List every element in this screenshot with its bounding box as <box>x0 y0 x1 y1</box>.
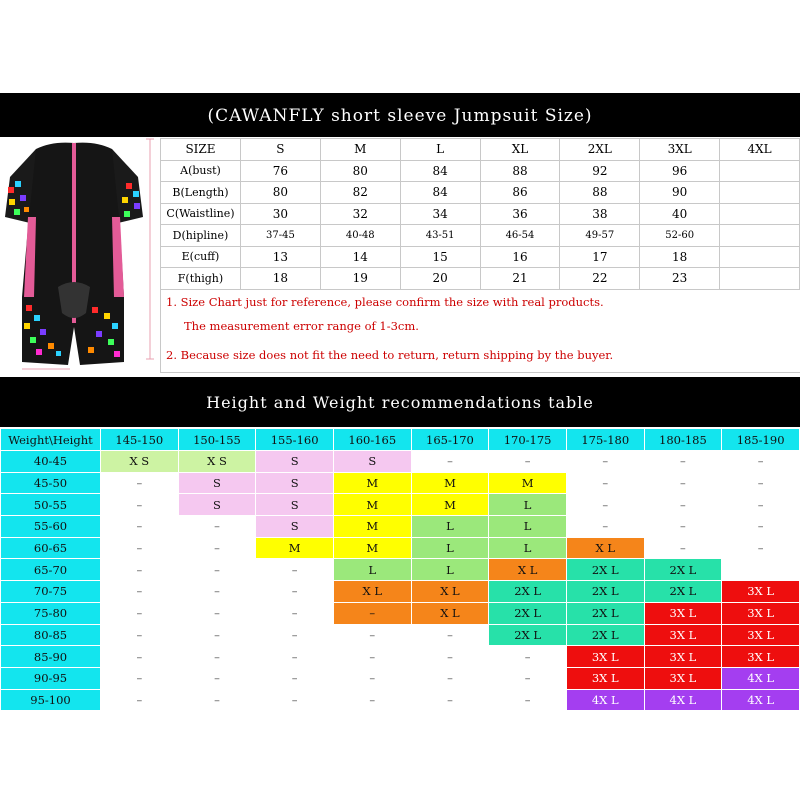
size-recommendation-cell: L <box>489 516 567 538</box>
size-note: 2. Because size does not fit the need to return, return shipping by the buyer. <box>161 338 800 373</box>
size-recommendation-cell: – <box>101 667 179 689</box>
weight-row <box>1 516 800 538</box>
size-recommendation-cell: – <box>644 494 722 516</box>
size-recommendation-cell: – <box>256 559 334 581</box>
size-recommendation-cell: 3X L <box>722 646 800 668</box>
measurement-value: 22 <box>560 268 640 290</box>
size-chart-title: (CAWANFLY short sleeve Jumpsuit Size) <box>0 93 800 137</box>
size-recommendation-cell: 2X L <box>566 581 644 603</box>
measurement-label: F(thigh) <box>161 268 241 290</box>
measurement-value: 34 <box>400 203 480 225</box>
measurement-value: 30 <box>240 203 320 225</box>
height-range-header: 165-170 <box>411 429 489 451</box>
measurement-value: 90 <box>640 182 720 204</box>
measurement-value: 76 <box>240 160 320 182</box>
size-recommendation-cell: M <box>333 537 411 559</box>
weight-range-label: 45-50 <box>1 472 101 494</box>
size-recommendation-cell: – <box>178 602 256 624</box>
size-recommendation-cell: 2X L <box>489 581 567 603</box>
size-recommendation-cell: – <box>101 602 179 624</box>
size-recommendation-cell: – <box>101 472 179 494</box>
height-range-header: 175-180 <box>566 429 644 451</box>
measurement-value: 18 <box>240 268 320 290</box>
measurement-value <box>720 203 800 225</box>
size-recommendation-cell: 3X L <box>722 602 800 624</box>
measurement-label: E(cuff) <box>161 246 241 268</box>
size-recommendation-cell: – <box>101 689 179 711</box>
size-recommendation-cell: – <box>178 581 256 603</box>
size-recommendation-cell: M <box>411 494 489 516</box>
size-note-row <box>161 338 800 373</box>
size-recommendation-cell: S <box>256 516 334 538</box>
weight-row <box>1 559 800 581</box>
corner-label: Weight\Height <box>1 429 101 451</box>
size-recommendation-cell: – <box>566 451 644 473</box>
size-recommendation-cell <box>722 559 800 581</box>
size-recommendation-cell: – <box>178 667 256 689</box>
size-recommendation-cell: 2X L <box>489 624 567 646</box>
size-recommendation-cell: – <box>489 451 567 473</box>
measurement-value: 15 <box>400 246 480 268</box>
weight-row <box>1 689 800 711</box>
size-chart-row <box>161 182 800 204</box>
weight-row <box>1 602 800 624</box>
measurement-value <box>720 225 800 247</box>
measurement-label: D(hipline) <box>161 225 241 247</box>
size-recommendation-cell: 2X L <box>566 559 644 581</box>
size-recommendation-cell: – <box>411 689 489 711</box>
height-range-header: 170-175 <box>489 429 567 451</box>
weight-range-label: 65-70 <box>1 559 101 581</box>
size-recommendation-cell: – <box>489 646 567 668</box>
size-recommendation-cell: – <box>644 516 722 538</box>
size-recommendation-cell: S <box>333 451 411 473</box>
size-recommendation-cell: – <box>644 537 722 559</box>
size-column-header: 2XL <box>560 139 640 161</box>
measurement-value: 13 <box>240 246 320 268</box>
weight-range-label: 85-90 <box>1 646 101 668</box>
measurement-value: 80 <box>240 182 320 204</box>
size-note: The measurement error range of 1-3cm. <box>161 314 800 338</box>
measurement-value <box>720 182 800 204</box>
weight-range-label: 90-95 <box>1 667 101 689</box>
measurement-value: 46-54 <box>480 225 560 247</box>
size-recommendation-cell: – <box>333 646 411 668</box>
size-recommendation-cell: M <box>333 472 411 494</box>
size-column-header: SIZE <box>161 139 241 161</box>
jumpsuit-figure <box>0 137 160 377</box>
recommendation-title: Height and Weight recommendations table <box>0 377 800 427</box>
size-recommendation-cell: – <box>333 602 411 624</box>
weight-range-label: 60-65 <box>1 537 101 559</box>
size-chart-row <box>161 268 800 290</box>
size-recommendation-cell: S <box>178 472 256 494</box>
size-recommendation-cell: S <box>178 494 256 516</box>
measurement-value: 92 <box>560 160 640 182</box>
size-recommendation-cell: – <box>722 494 800 516</box>
size-recommendation-cell: L <box>411 516 489 538</box>
size-recommendation-cell: X L <box>411 581 489 603</box>
measurement-value: 84 <box>400 182 480 204</box>
weight-row <box>1 646 800 668</box>
size-recommendation-cell: – <box>566 494 644 516</box>
measurement-value: 20 <box>400 268 480 290</box>
size-column-header: XL <box>480 139 560 161</box>
size-recommendation-cell: 3X L <box>722 624 800 646</box>
weight-row <box>1 472 800 494</box>
size-recommendation-cell: – <box>489 667 567 689</box>
size-recommendation-cell: X L <box>411 602 489 624</box>
weight-range-label: 40-45 <box>1 451 101 473</box>
height-header-row <box>1 429 800 451</box>
measurement-value: 88 <box>480 160 560 182</box>
measurement-value: 96 <box>640 160 720 182</box>
size-recommendation-cell: X S <box>101 451 179 473</box>
measurement-value: 84 <box>400 160 480 182</box>
measurement-value: 88 <box>560 182 640 204</box>
measurement-label: B(Length) <box>161 182 241 204</box>
size-recommendation-cell: – <box>178 646 256 668</box>
size-chart-row <box>161 246 800 268</box>
size-recommendation-cell: – <box>411 646 489 668</box>
measurement-value: 86 <box>480 182 560 204</box>
size-recommendation-cell: 3X L <box>644 624 722 646</box>
size-recommendation-cell: – <box>178 537 256 559</box>
measurement-label: C(Waistline) <box>161 203 241 225</box>
size-recommendation-cell: 2X L <box>644 581 722 603</box>
size-recommendation-cell: 3X L <box>566 646 644 668</box>
size-recommendation-cell: S <box>256 494 334 516</box>
size-recommendation-cell: M <box>333 516 411 538</box>
size-chart-table <box>160 138 800 373</box>
size-recommendation-cell: L <box>489 494 567 516</box>
size-recommendation-cell: – <box>256 602 334 624</box>
size-recommendation-cell: – <box>333 667 411 689</box>
measurement-value: 38 <box>560 203 640 225</box>
size-recommendation-cell: – <box>644 451 722 473</box>
measurement-value: 80 <box>320 160 400 182</box>
size-recommendation-cell: – <box>101 537 179 559</box>
measurement-value: 32 <box>320 203 400 225</box>
size-column-header: L <box>400 139 480 161</box>
weight-row <box>1 537 800 559</box>
size-recommendation-cell: X L <box>566 537 644 559</box>
size-recommendation-cell: – <box>101 494 179 516</box>
size-recommendation-cell: 4X L <box>644 689 722 711</box>
size-recommendation-cell: – <box>101 581 179 603</box>
size-recommendation-cell: – <box>722 472 800 494</box>
size-recommendation-cell: S <box>256 451 334 473</box>
size-chart-row <box>161 225 800 247</box>
size-recommendation-cell: L <box>489 537 567 559</box>
size-recommendation-cell: – <box>256 667 334 689</box>
size-recommendation-cell: – <box>256 624 334 646</box>
weight-range-label: 95-100 <box>1 689 101 711</box>
size-recommendation-cell: 4X L <box>722 689 800 711</box>
size-recommendation-cell: 2X L <box>566 602 644 624</box>
size-recommendation-cell: – <box>178 516 256 538</box>
weight-row <box>1 451 800 473</box>
measurement-value: 14 <box>320 246 400 268</box>
size-column-header: 4XL <box>720 139 800 161</box>
size-recommendation-cell: – <box>101 559 179 581</box>
size-column-header: M <box>320 139 400 161</box>
measurement-value: 40 <box>640 203 720 225</box>
size-recommendation-cell: 2X L <box>644 559 722 581</box>
size-recommendation-cell: 2X L <box>566 624 644 646</box>
height-range-header: 160-165 <box>333 429 411 451</box>
size-recommendation-cell: 3X L <box>644 646 722 668</box>
weight-row <box>1 581 800 603</box>
size-chart-row <box>161 203 800 225</box>
measurement-value: 40-48 <box>320 225 400 247</box>
size-recommendation-cell: 4X L <box>566 689 644 711</box>
measurement-value: 37-45 <box>240 225 320 247</box>
measurement-label: A(bust) <box>161 160 241 182</box>
size-column-header: S <box>240 139 320 161</box>
weight-range-label: 75-80 <box>1 602 101 624</box>
size-recommendation-cell: 4X L <box>722 667 800 689</box>
measurement-value: 21 <box>480 268 560 290</box>
size-recommendation-cell: M <box>411 472 489 494</box>
weight-row <box>1 624 800 646</box>
weight-range-label: 55-60 <box>1 516 101 538</box>
weight-row <box>1 667 800 689</box>
size-recommendation-cell: – <box>722 516 800 538</box>
size-recommendation-cell: L <box>411 537 489 559</box>
size-recommendation-cell: L <box>411 559 489 581</box>
measurement-value: 36 <box>480 203 560 225</box>
size-recommendation-cell: – <box>256 646 334 668</box>
size-recommendation-cell: M <box>489 472 567 494</box>
measurement-value <box>720 268 800 290</box>
measurement-value: 82 <box>320 182 400 204</box>
size-recommendation-cell: M <box>333 494 411 516</box>
size-recommendation-cell: 3X L <box>644 602 722 624</box>
size-note-row <box>161 289 800 314</box>
size-recommendation-cell: 3X L <box>644 667 722 689</box>
height-weight-table <box>0 428 800 711</box>
size-chart-header-row <box>161 139 800 161</box>
measurement-value: 43-51 <box>400 225 480 247</box>
size-recommendation-cell: – <box>489 689 567 711</box>
height-range-header: 145-150 <box>101 429 179 451</box>
size-column-header: 3XL <box>640 139 720 161</box>
weight-range-label: 50-55 <box>1 494 101 516</box>
size-recommendation-cell: – <box>101 646 179 668</box>
size-recommendation-cell: – <box>722 537 800 559</box>
size-recommendation-cell: – <box>178 624 256 646</box>
size-recommendation-cell: M <box>256 537 334 559</box>
size-recommendation-cell: – <box>178 559 256 581</box>
height-range-header: 185-190 <box>722 429 800 451</box>
measurement-value: 49-57 <box>560 225 640 247</box>
size-recommendation-cell: 3X L <box>722 581 800 603</box>
weight-range-label: 80-85 <box>1 624 101 646</box>
measurement-value: 19 <box>320 268 400 290</box>
measurement-value <box>720 160 800 182</box>
size-recommendation-cell: X L <box>333 581 411 603</box>
size-recommendation-cell: – <box>256 581 334 603</box>
size-recommendation-cell: – <box>566 472 644 494</box>
size-recommendation-cell: S <box>256 472 334 494</box>
size-recommendation-cell: – <box>101 624 179 646</box>
measurement-value: 17 <box>560 246 640 268</box>
size-recommendation-cell: 3X L <box>566 667 644 689</box>
size-recommendation-cell: – <box>256 689 334 711</box>
height-range-header: 150-155 <box>178 429 256 451</box>
size-note: 1. Size Chart just for reference, please confirm the size with real products. <box>161 289 800 314</box>
measurement-value: 23 <box>640 268 720 290</box>
size-recommendation-cell: X L <box>489 559 567 581</box>
measurement-value: 52-60 <box>640 225 720 247</box>
weight-range-label: 70-75 <box>1 581 101 603</box>
size-recommendation-cell: – <box>178 689 256 711</box>
size-recommendation-cell: – <box>411 451 489 473</box>
height-range-header: 155-160 <box>256 429 334 451</box>
size-recommendation-cell: 2X L <box>489 602 567 624</box>
size-recommendation-cell: L <box>333 559 411 581</box>
size-note-row <box>161 314 800 338</box>
height-range-header: 180-185 <box>644 429 722 451</box>
weight-row <box>1 494 800 516</box>
size-recommendation-cell: – <box>411 667 489 689</box>
measurement-value: 18 <box>640 246 720 268</box>
size-chart-row <box>161 160 800 182</box>
size-recommendation-cell: – <box>101 516 179 538</box>
size-recommendation-cell: – <box>333 689 411 711</box>
measurement-value <box>720 246 800 268</box>
size-recommendation-cell: – <box>411 624 489 646</box>
size-recommendation-cell: – <box>722 451 800 473</box>
size-recommendation-cell: – <box>566 516 644 538</box>
measurement-value: 16 <box>480 246 560 268</box>
size-recommendation-cell: – <box>644 472 722 494</box>
size-recommendation-cell: – <box>333 624 411 646</box>
size-recommendation-cell: X S <box>178 451 256 473</box>
